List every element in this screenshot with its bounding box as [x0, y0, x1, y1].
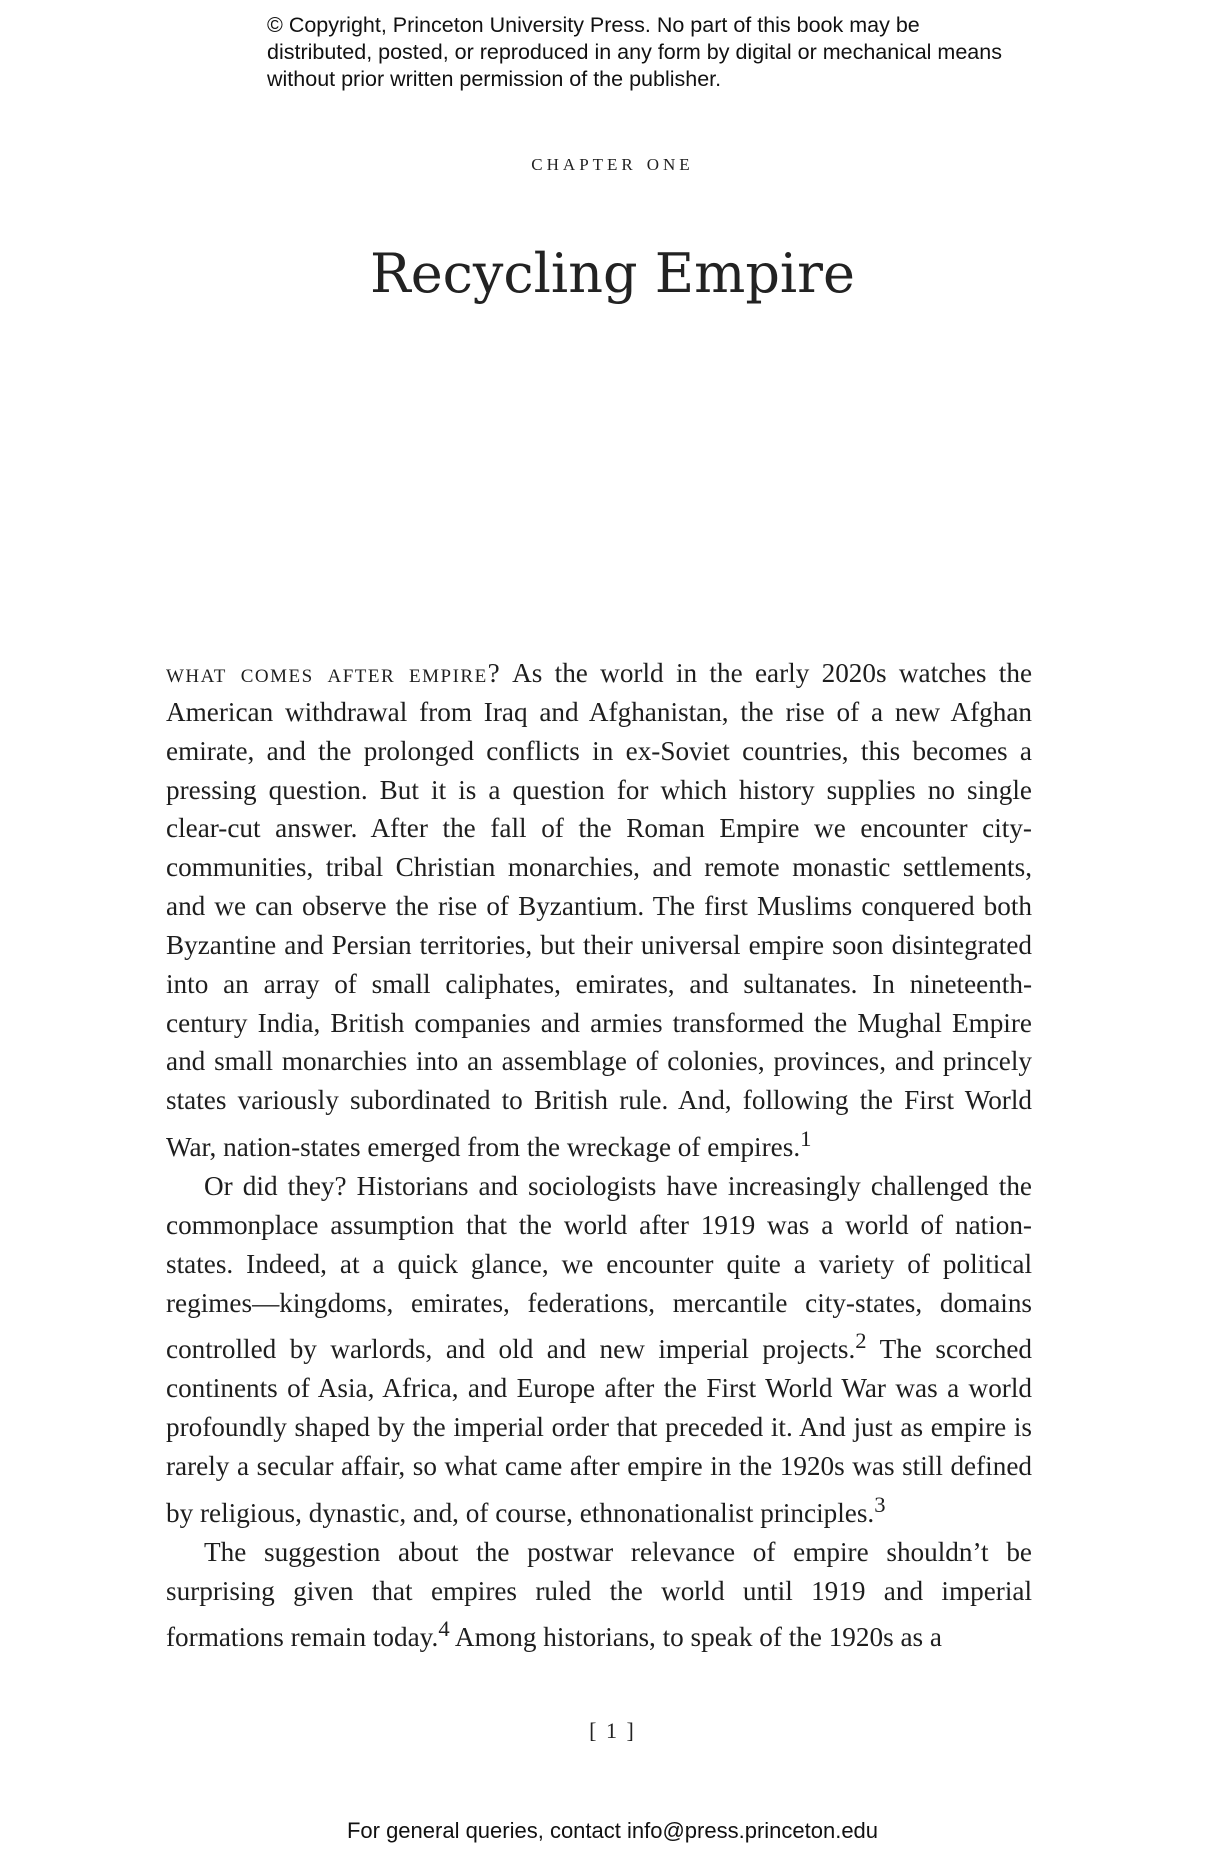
chapter-label: chapter one [531, 150, 694, 176]
paragraph-3-text-a: The suggestion about the postwar relevance of empire shouldn’t be surprising given that empires ruled the world until 1919 and imperial formations remain today. [166, 1536, 1032, 1653]
footnote-ref-2: 2 [855, 1328, 867, 1354]
lead-in: what comes after empire? [166, 658, 502, 688]
footnote-ref-3: 3 [874, 1491, 886, 1517]
copyright-notice: © Copyright, Princeton University Press. No part of this book may be distributed, posted, or reproduced in any form by digital or mechanical means without prior written permission of the publisher. [267, 13, 1002, 91]
chapter-title: Recycling Empire [370, 242, 855, 305]
paragraph-3-text-b: Among historians, to speak of the 1920s as a [449, 1622, 942, 1653]
paragraph-2 [166, 1167, 1032, 1533]
paragraph-1-text: As the world in the early 2020s watches the American withdrawal from Iraq and Afghanistan, the rise of a new Afghan emirate, and the prolonged conflicts in ex-Soviet countries, this becomes a pressing question. But it is a question for which history supplies no single clear-cut answer. After the fall of the Roman Empire we encounter city-communities, tribal Christian monarchies, and remote monastic settlements, and we can observe the rise of Byzantium. The first Muslims conquered both Byzantine and Persian territories, but their universal empire soon disintegrated into an array of small caliphates, emirates, and sultanates. In nineteenth-century India, British companies and armies transformed the Mughal Empire and small monarchies into an assemblage of colonies, provinces, and princely states variously subordinated to British rule. And, following the First World War, nation-states emerged from the wreckage of empires. [166, 658, 1033, 1163]
page-number: [ 1 ] [589, 1718, 636, 1743]
paragraph-2-text-a: Or did they? Historians and sociologists have increasingly challenged the commonplace assumption that the world after 1919 was a world of nation-states. Indeed, at a quick glance, we encounter quite a variety of political regimes—kingdoms, emirates, federations, mercantile city-states, domains controlled by warlords, and old and new imperial projects. [166, 1171, 1032, 1365]
footnote-ref-4: 4 [438, 1616, 450, 1642]
body-text [166, 654, 1032, 1657]
paragraph-2-text-b: The scorched continents of Asia, Africa, and Europe after the First World War was a world profoundly shaped by the imperial order that preceded it. And just as empire is rarely a secular affair, so what came after empire in the 1920s was still defined by religious, dynastic, and, of course, ethnonationalist principles. [166, 1334, 1032, 1528]
paragraph-3 [166, 1533, 1032, 1658]
footnote-ref-1: 1 [800, 1126, 812, 1152]
paragraph-1 [166, 654, 1032, 1167]
footer-contact: For general queries, contact info@press.princeton.edu [346, 1818, 879, 1843]
